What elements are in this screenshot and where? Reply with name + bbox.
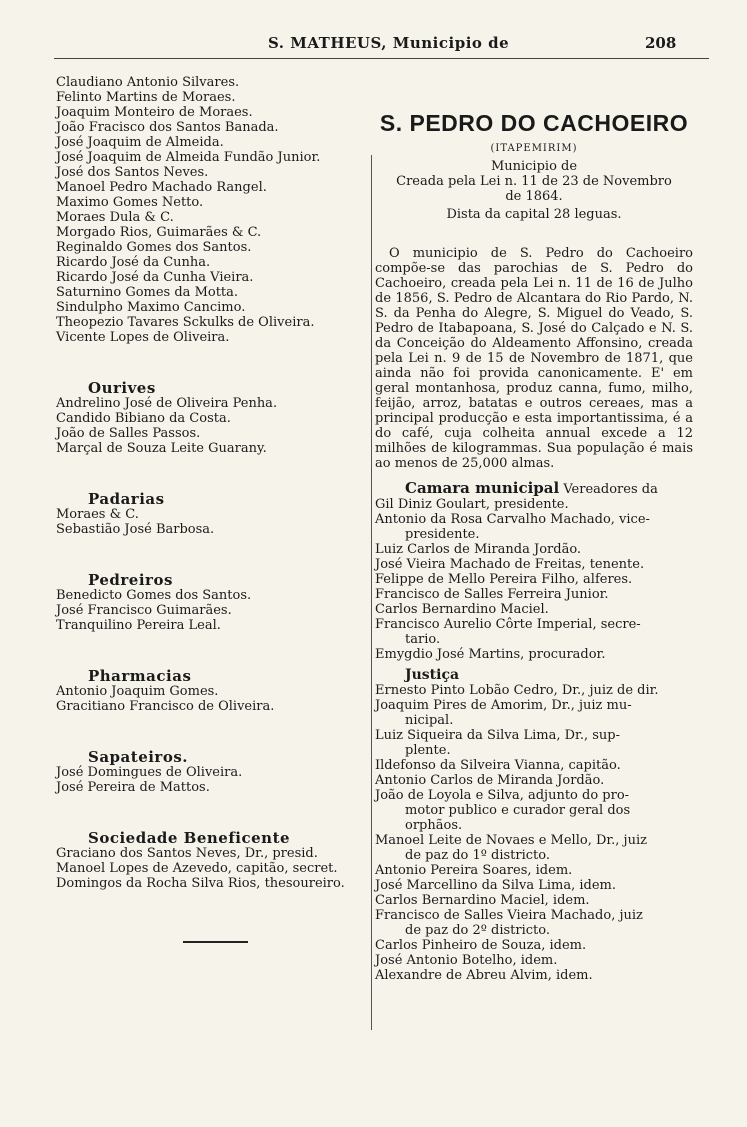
intro-line: Creada pela Lei n. 11 de 23 de Novembro [396, 174, 672, 189]
column-divider [371, 155, 372, 1030]
list-item: Gracitiano Francisco de Oliveira. [56, 699, 275, 714]
list-item: José Joaquim de Almeida Fundão Junior. [56, 150, 321, 165]
section-title: Ourives [88, 379, 156, 397]
section-pedreiros [56, 573, 368, 633]
list-item: Carlos Bernardino Maciel. [375, 602, 549, 617]
list-item: Sindulpho Maximo Cancimo. [56, 300, 246, 315]
list-item: Carlos Pinheiro de Souza, idem. [375, 938, 587, 953]
list-item: plente. [405, 743, 451, 758]
list-item: José Domingues de Oliveira. [56, 765, 243, 780]
list-item: Moraes Dula & C. [56, 210, 174, 225]
section-title: Padarias [88, 490, 165, 508]
list-item: Gil Diniz Goulart, presidente. [375, 497, 569, 512]
intro-line: de 1864. [505, 189, 563, 204]
list-item: Maximo Gomes Netto. [56, 195, 204, 210]
section-title: Sapateiros. [88, 748, 189, 766]
section-pharmacias [56, 669, 368, 714]
list-item: Reginaldo Gomes dos Santos. [56, 240, 252, 255]
list-item: Manoel Lopes de Azevedo, capitão, secret. [56, 861, 338, 876]
list-item: José Vieira Machado de Freitas, tenente. [375, 557, 645, 572]
list-item: João de Loyola e Silva, adjunto do pro- [375, 788, 630, 803]
list-item: José dos Santos Neves. [56, 165, 209, 180]
list-item: Francisco Aurelio Côrte Imperial, secre- [375, 617, 641, 632]
list-item: Antonio da Rosa Carvalho Machado, vice- [375, 512, 650, 527]
list-item: Francisco de Salles Vieira Machado, juiz [375, 908, 643, 923]
list-item: Joaquim Monteiro de Moraes. [56, 105, 253, 120]
list-item: Graciano dos Santos Neves, Dr., presid. [56, 846, 318, 861]
list-item: orphãos. [405, 818, 463, 833]
list-item: João Fracisco dos Santos Banada. [56, 120, 279, 135]
list-item: Domingos da Rocha Silva Rios, thesoureiro. [56, 876, 345, 891]
list-item: de paz do 2º districto. [405, 923, 550, 938]
list-item: Manoel Leite de Novaes e Mello, Dr., juiz [375, 833, 647, 848]
description-paragraph: O municipio de S. Pedro do Cachoeiro compõe-se das parochias de S. Pedro do Cachoeiro, creada pela Lei n. 11 de 16 de Julho de 1856, S. Pedro de Alcantara do Rio Pardo, N. S. da Penha do Alegre, S. Miguel do Veado, S. Pedro de Itabapoana, S. José do Calçado e N. S. da Conceição do Aldeamento Affonsino, creada pela Lei n. 9 de 15 de Novembro de 1871, que ainda não foi provida canonicamente. E' em geral montanhosa, produz canna, fumo, milho, feijão, arroz, batatas e outros cereaes, mas a principal producção e esta importantissima, é a do café, cuja colheita annual excede a 12 milhões de kilogrammas. Sua população é mais ao menos de 25,000 almas. [375, 246, 693, 471]
list-item: José Francisco Guimarães. [56, 603, 232, 618]
list-item: Manoel Pedro Machado Rangel. [56, 180, 267, 195]
list-item: José Marcellino da Silva Lima, idem. [375, 878, 617, 893]
list-item: nicipal. [405, 713, 454, 728]
list-item: motor publico e curador geral dos [405, 803, 631, 818]
section-sociedade-beneficente [56, 831, 368, 891]
list-item: Antonio Joaquim Gomes. [56, 684, 219, 699]
list-item: Tranquilino Pereira Leal. [56, 618, 221, 633]
list-item: Morgado Rios, Guimarães & C. [56, 225, 262, 240]
list-item: Felinto Martins de Moraes. [56, 90, 236, 105]
end-rule [183, 941, 248, 943]
list-item: Benedicto Gomes dos Santos. [56, 588, 252, 603]
list-item: José Joaquim de Almeida. [56, 135, 224, 150]
list-item: Ricardo José da Cunha Vieira. [56, 270, 254, 285]
section-justica [375, 668, 693, 983]
municipality-subtitle: (ITAPEMIRIM) [490, 143, 578, 154]
list-item: João de Salles Passos. [56, 426, 201, 441]
list-item: Moraes & C. [56, 507, 139, 522]
page-number: 208 [645, 34, 677, 52]
section-camara [375, 481, 693, 662]
list-item: Candido Bibiano da Costa. [56, 411, 231, 426]
section-title-suffix: Vereadores da [563, 482, 658, 497]
section-title: Pharmacias [88, 667, 192, 685]
list-item: Ernesto Pinto Lobão Cedro, Dr., juiz de dir. [375, 683, 659, 698]
right-column [375, 108, 693, 983]
list-item: Joaquim Pires de Amorim, Dr., juiz mu- [375, 698, 632, 713]
intro-line: Dista da capital 28 leguas. [446, 207, 622, 222]
list-item: presidente. [405, 527, 480, 542]
list-item: Saturnino Gomes da Motta. [56, 285, 239, 300]
list-item: Ildefonso da Silveira Vianna, capitão. [375, 758, 621, 773]
section-padarias [56, 492, 368, 537]
list-item: Luiz Carlos de Miranda Jordão. [375, 542, 582, 557]
intro-line: Municipio de [490, 159, 578, 174]
section-title: Camara municipal [405, 479, 560, 497]
list-item: Theopezio Tavares Sckulks de Oliveira. [56, 315, 315, 330]
list-item: tario. [405, 632, 441, 647]
list-item: Carlos Bernardino Maciel, idem. [375, 893, 590, 908]
municipality-title: S. PEDRO DO CACHOEIRO [379, 110, 689, 136]
list-item: Marçal de Souza Leite Guarany. [56, 441, 267, 456]
section-sapateiros [56, 750, 368, 795]
list-item: José Antonio Botelho, idem. [375, 953, 558, 968]
list-item: Vicente Lopes de Oliveira. [56, 330, 230, 345]
list-item: Francisco de Salles Ferreira Junior. [375, 587, 609, 602]
list-item: Andrelino José de Oliveira Penha. [56, 396, 278, 411]
section-title: Justiça [405, 667, 460, 683]
list-item: Sebastião José Barbosa. [56, 522, 215, 537]
section-title: Sociedade Beneficente [88, 829, 291, 847]
page-header [0, 34, 747, 54]
header-rule [54, 58, 709, 59]
list-item: de paz do 1º districto. [405, 848, 550, 863]
section-title: Pedreiros [88, 571, 173, 589]
list-item: José Pereira de Mattos. [56, 780, 210, 795]
list-item: Luiz Siqueira da Silva Lima, Dr., sup- [375, 728, 621, 743]
list-item: Antonio Carlos de Miranda Jordão. [375, 773, 605, 788]
list-item: Emygdio José Martins, procurador. [375, 647, 606, 662]
running-title: S. MATHEUS, Municipio de [268, 34, 510, 52]
list-item: Ricardo José da Cunha. [56, 255, 211, 270]
merchant-list [56, 75, 368, 345]
list-item: Antonio Pereira Soares, idem. [375, 863, 573, 878]
list-item: Claudiano Antonio Silvares. [56, 75, 240, 90]
section-ourives [56, 381, 368, 456]
list-item: Felippe de Mello Pereira Filho, alferes. [375, 572, 633, 587]
list-item: Alexandre de Abreu Alvim, idem. [375, 968, 593, 983]
left-column [56, 75, 368, 891]
